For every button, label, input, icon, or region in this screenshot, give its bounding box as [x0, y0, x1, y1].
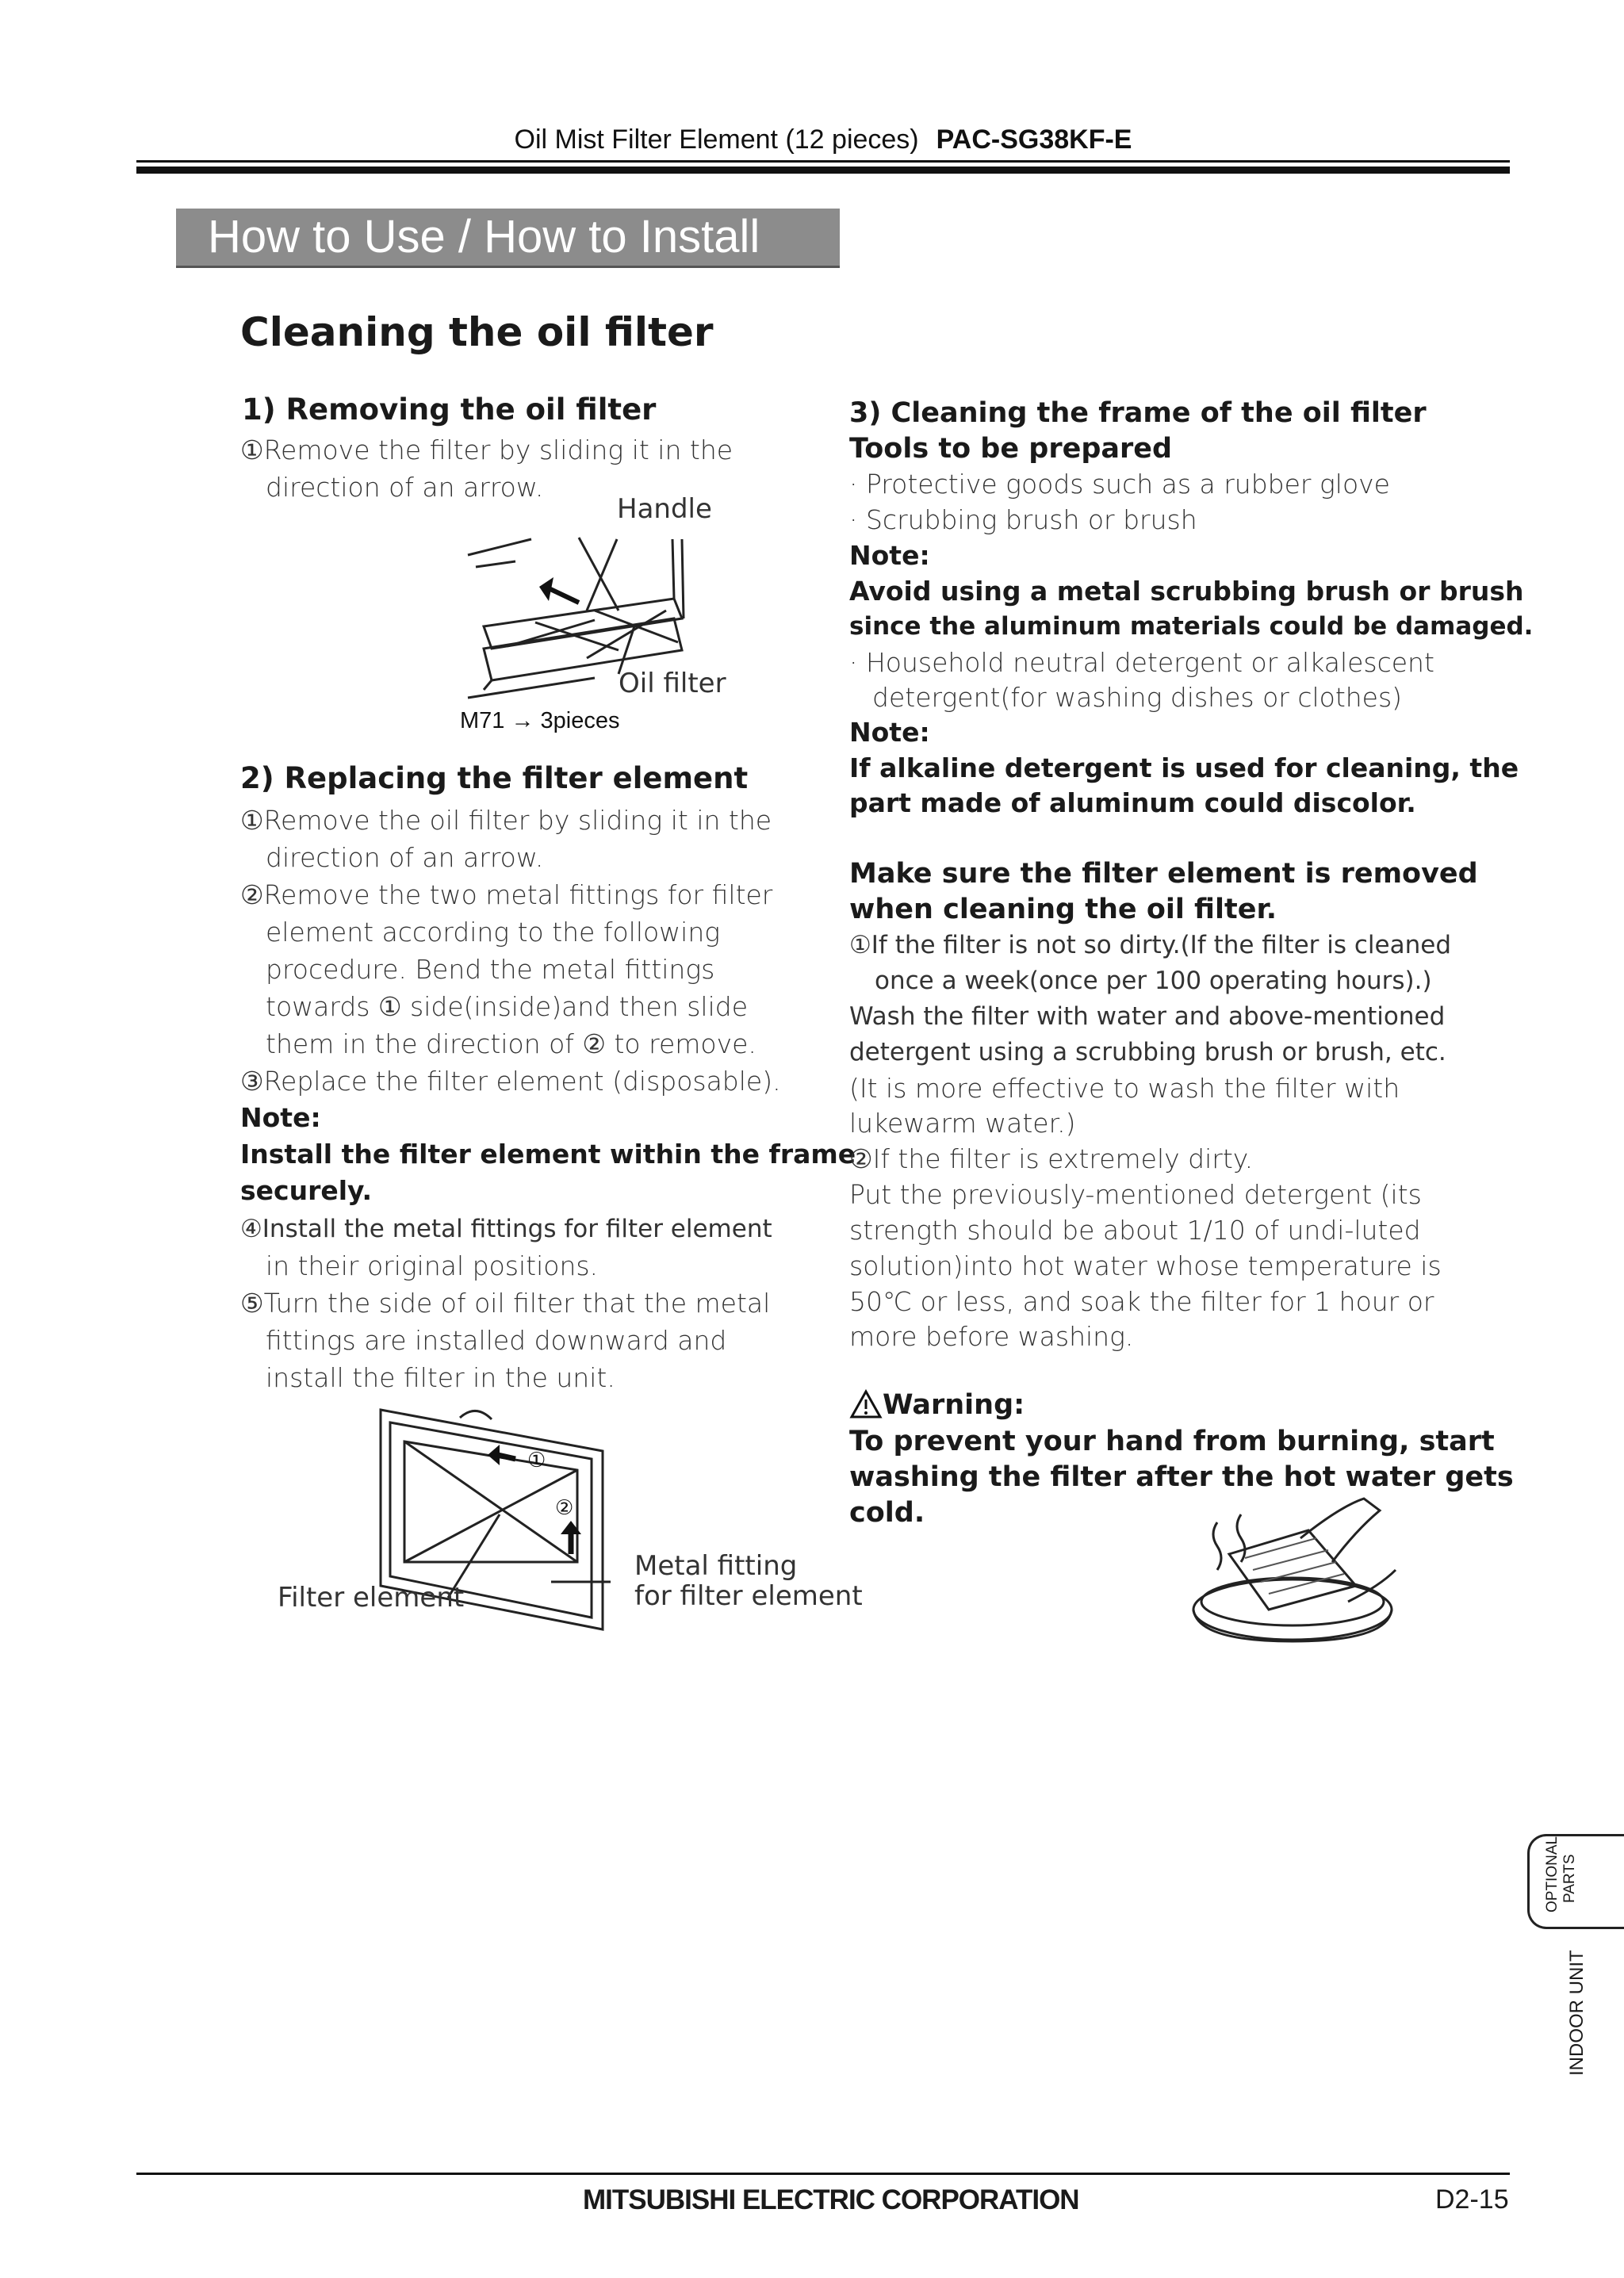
main-title: Cleaning the oil filter — [240, 309, 714, 355]
note-2-label: Note: — [849, 717, 930, 748]
s2-line-2: direction of an arrow. — [266, 842, 544, 873]
header-model: PAC-SG38KF-E — [936, 124, 1132, 155]
s2-line-13: install the filter in the unit. — [266, 1362, 615, 1393]
warning-line-2: washing the filter after the hot water gets — [849, 1461, 1514, 1493]
header-rule-thick — [136, 167, 1510, 174]
banner-text: How to Use / How to Install — [208, 211, 760, 262]
s2-line-4: element according to the following — [266, 917, 721, 948]
side-tab-optional-parts — [1527, 1834, 1624, 1929]
note-1-label: Note: — [849, 540, 930, 571]
fig2-marker-2: ② — [555, 1496, 574, 1520]
para-line-12: more before washing. — [849, 1321, 1134, 1352]
s2-line-8: ③Replace the filter element (disposable). — [240, 1066, 781, 1097]
footer-company: MITSUBISHI ELECTRIC CORPORATION — [583, 2184, 1079, 2215]
fig1-oil-filter-label: Oil filter — [619, 668, 726, 699]
header-title: Oil Mist Filter Element (12 pieces) — [514, 124, 919, 155]
section-3-title: 3) Cleaning the frame of the oil filter — [849, 397, 1427, 429]
warning-icon — [849, 1389, 883, 1419]
tool-3-line-1: · Household neutral detergent or alkalescent — [849, 647, 1434, 678]
s2-note-label: Note: — [240, 1102, 321, 1133]
s2-line-11: ⑤Turn the side of oil filter that the metal — [240, 1288, 771, 1319]
para-line-6: lukewarm water.) — [849, 1108, 1076, 1139]
para-line-1: ①If the filter is not so dirty.(If the filter is cleaned — [849, 931, 1452, 959]
page-header — [136, 124, 1510, 155]
section-banner — [176, 209, 840, 268]
para-line-9: strength should be about 1/10 of undi-luted — [849, 1215, 1421, 1246]
s2-line-1: ①Remove the oil filter by sliding it in the — [240, 805, 772, 836]
s2-note-line-1: Install the filter element within the frame — [240, 1139, 856, 1170]
warning-label: Warning: — [883, 1389, 1025, 1421]
para-line-11: 50℃ or less, and soak the filter for 1 hour or — [849, 1286, 1434, 1317]
tab1-line-2: PARTS — [1561, 1854, 1578, 1903]
washing-filter-illustration — [1174, 1491, 1404, 1649]
para-line-5: (It is more effective to wash the filter with — [849, 1073, 1400, 1104]
tools-title: Tools to be prepared — [849, 433, 1173, 465]
side-tab-indoor-unit: INDOOR UNIT — [1566, 1950, 1588, 2076]
note-2-line-1: If alkaline detergent is used for cleaning, the — [849, 752, 1519, 783]
section-1-title: 1) Removing the oil filter — [242, 392, 657, 427]
s2-line-10: in their original positions. — [266, 1250, 599, 1281]
note-1-line-1: Avoid using a metal scrubbing brush or brush — [849, 576, 1524, 607]
fig2-metal-fitting-label-2: for filter element — [634, 1580, 863, 1612]
header-rule-thin — [136, 160, 1510, 163]
s1-line-2: direction of an arrow. — [266, 472, 544, 503]
make-sure-line-1: Make sure the filter element is removed — [849, 858, 1478, 890]
tool-1: · Protective goods such as a rubber glove — [849, 469, 1390, 500]
s2-note-line-2: securely. — [240, 1175, 373, 1206]
fig2-filter-element-label: Filter element — [278, 1582, 465, 1614]
note-1-line-2: since the aluminum materials could be damaged. — [849, 612, 1534, 641]
para-line-3: Wash the filter with water and above-mentioned — [849, 1002, 1446, 1031]
fig1-caption: M71 → 3pieces — [460, 708, 620, 733]
s2-line-6: towards ① side(inside)and then slide — [266, 991, 749, 1022]
s2-line-3: ②Remove the two metal fittings for filter — [240, 879, 773, 910]
fig1-handle-label: Handle — [617, 493, 712, 525]
para-line-10: solution)into hot water whose temperature is — [849, 1250, 1442, 1281]
warning-line-1: To prevent your hand from burning, start — [849, 1426, 1495, 1457]
s1-line-1: ①Remove the filter by sliding it in the — [240, 435, 733, 465]
para-line-4: detergent using a scrubbing brush or brush, etc. — [849, 1038, 1446, 1066]
footer-rule — [136, 2173, 1510, 2175]
para-line-2: once a week(once per 100 operating hours).) — [875, 967, 1432, 995]
fig2-marker-1: ① — [527, 1449, 546, 1472]
warning-line-3: cold. — [849, 1497, 925, 1529]
s2-line-7: them in the direction of ② to remove. — [266, 1028, 756, 1059]
make-sure-line-2: when cleaning the oil filter. — [849, 894, 1277, 925]
s2-line-9: ④Install the metal fittings for filter element — [240, 1215, 772, 1243]
page-number: D2-15 — [1435, 2184, 1509, 2215]
fig2-metal-fitting-label-1: Metal fitting — [634, 1550, 798, 1582]
tool-2: · Scrubbing brush or brush — [849, 504, 1197, 535]
note-2-line-2: part made of aluminum could discolor. — [849, 787, 1416, 818]
s2-line-12: fittings are installed downward and — [266, 1325, 727, 1356]
section-2-title: 2) Replacing the filter element — [240, 761, 749, 795]
tab1-line-1: OPTIONAL — [1544, 1836, 1561, 1912]
para-line-8: Put the previously-mentioned detergent (its — [849, 1179, 1422, 1210]
tool-3-line-2: detergent(for washing dishes or clothes) — [872, 682, 1403, 713]
para-line-7: ②If the filter is extremely dirty. — [849, 1143, 1254, 1174]
s2-line-5: procedure. Bend the metal fittings — [266, 954, 715, 985]
